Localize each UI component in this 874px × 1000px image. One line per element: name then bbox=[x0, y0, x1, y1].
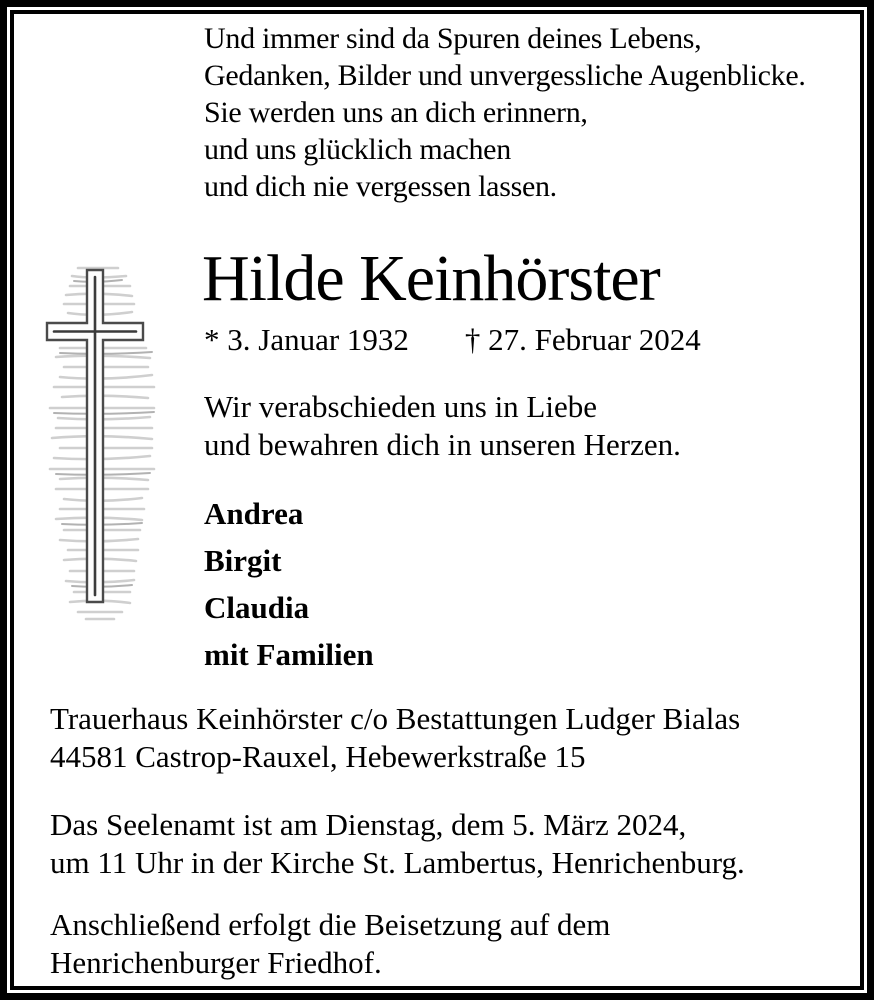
funeral-home-address bbox=[50, 700, 740, 776]
poem-line: und uns glücklich machen bbox=[204, 133, 511, 166]
burial-line: Anschließend erfolgt die Beisetzung auf dem bbox=[50, 907, 611, 942]
service-line: Das Seelenamt ist am Dienstag, dem 5. März 2024, bbox=[50, 807, 687, 842]
memorial-poem bbox=[204, 20, 806, 205]
cross-icon bbox=[30, 256, 170, 624]
mourner-name: Claudia bbox=[204, 590, 310, 625]
frame-white-line bbox=[7, 7, 867, 993]
mourner-name: Birgit bbox=[204, 543, 282, 578]
burial-line: Henrichenburger Friedhof. bbox=[50, 945, 382, 980]
mourners-list bbox=[204, 490, 374, 678]
farewell-line: Wir verabschieden uns in Liebe bbox=[204, 389, 597, 424]
address-line: Trauerhaus Keinhörster c/o Bestattungen Ludger Bialas bbox=[50, 701, 741, 736]
service-info bbox=[50, 806, 745, 882]
mourner-name: Andrea bbox=[204, 496, 304, 531]
life-dates bbox=[204, 322, 701, 358]
farewell-text bbox=[204, 388, 681, 464]
address-line: 44581 Castrop-Rauxel, Hebewerkstraße 15 bbox=[50, 739, 586, 774]
cross-illustration bbox=[30, 256, 170, 624]
poem-line: Und immer sind da Spuren deines Lebens, bbox=[204, 22, 702, 55]
mourner-name: mit Familien bbox=[204, 637, 374, 672]
service-line: um 11 Uhr in der Kirche St. Lambertus, Henrichenburg. bbox=[50, 845, 745, 880]
poem-line: Gedanken, Bilder und unvergessliche Augenblicke. bbox=[204, 59, 806, 92]
burial-info bbox=[50, 906, 610, 982]
birth-date: * 3. Januar 1932 bbox=[204, 322, 409, 357]
death-date: † 27. Februar 2024 bbox=[464, 322, 701, 357]
farewell-line: und bewahren dich in unseren Herzen. bbox=[204, 427, 681, 462]
poem-line: und dich nie vergessen lassen. bbox=[204, 170, 557, 203]
poem-line: Sie werden uns an dich erinnern, bbox=[204, 96, 588, 129]
obituary-content bbox=[10, 10, 864, 990]
deceased-name: Hilde Keinhörster bbox=[202, 242, 660, 315]
